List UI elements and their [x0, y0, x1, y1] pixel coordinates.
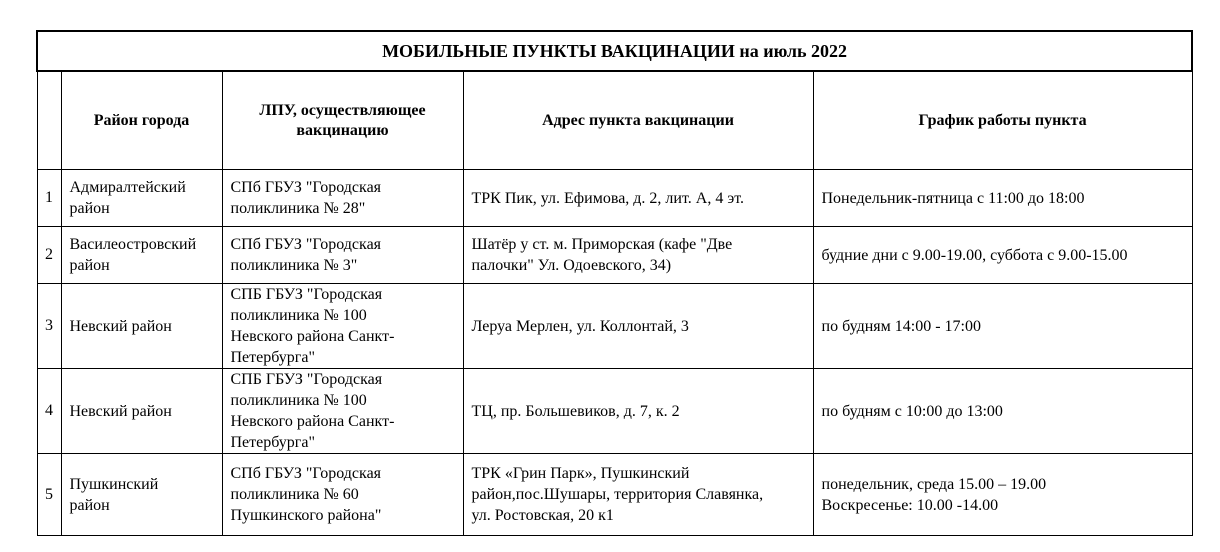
- table-row: [37, 284, 1192, 369]
- document-page: [36, 30, 1193, 536]
- row-number: 5: [37, 454, 61, 536]
- row-number: 1: [37, 170, 61, 227]
- address-cell: Шатёр у ст. м. Приморская (кафе "Две палочки" Ул. Одоевского, 34): [463, 227, 813, 284]
- row-number: 2: [37, 227, 61, 284]
- header-district: Район города: [61, 71, 222, 170]
- table-header-row: [37, 71, 1192, 170]
- address-cell: ТЦ, пр. Большевиков, д. 7, к. 2: [463, 369, 813, 454]
- lpu-cell: СПб ГБУЗ "Городская поликлиника № 28": [222, 170, 463, 227]
- vaccination-points-table: [36, 30, 1193, 536]
- district-cell: Василеостровский район: [61, 227, 222, 284]
- table-row: [37, 369, 1192, 454]
- header-address: Адрес пункта вакцинации: [463, 71, 813, 170]
- table-title: МОБИЛЬНЫЕ ПУНКТЫ ВАКЦИНАЦИИ на июль 2022: [37, 31, 1192, 71]
- table-row: [37, 454, 1192, 536]
- address-cell: Леруа Мерлен, ул. Коллонтай, 3: [463, 284, 813, 369]
- header-number: [37, 71, 61, 170]
- schedule-cell: по будням с 10:00 до 13:00: [813, 369, 1192, 454]
- address-cell: ТРК Пик, ул. Ефимова, д. 2, лит. А, 4 эт.: [463, 170, 813, 227]
- address-cell: ТРК «Грин Парк», Пушкинский район,пос.Шушары, территория Славянка, ул. Ростовская, 20 к1: [463, 454, 813, 536]
- district-cell: Невский район: [61, 369, 222, 454]
- schedule-cell: понедельник, среда 15.00 – 19.00 Воскресенье: 10.00 -14.00: [813, 454, 1192, 536]
- lpu-cell: СПб ГБУЗ "Городская поликлиника № 3": [222, 227, 463, 284]
- district-cell: Невский район: [61, 284, 222, 369]
- table-row: [37, 170, 1192, 227]
- row-number: 3: [37, 284, 61, 369]
- district-cell: Адмиралтейский район: [61, 170, 222, 227]
- table-row: [37, 227, 1192, 284]
- table-title-row: [37, 31, 1192, 71]
- row-number: 4: [37, 369, 61, 454]
- schedule-cell: по будням 14:00 - 17:00: [813, 284, 1192, 369]
- header-schedule: График работы пункта: [813, 71, 1192, 170]
- schedule-cell: будние дни с 9.00-19.00, суббота с 9.00-15.00: [813, 227, 1192, 284]
- header-lpu: ЛПУ, осуществляющее вакцинацию: [222, 71, 463, 170]
- lpu-cell: СПб ГБУЗ "Городская поликлиника № 60 Пушкинского района": [222, 454, 463, 536]
- district-cell: Пушкинский район: [61, 454, 222, 536]
- schedule-cell: Понедельник-пятница с 11:00 до 18:00: [813, 170, 1192, 227]
- lpu-cell: СПБ ГБУЗ "Городская поликлиника № 100 Невского района Санкт- Петербурга": [222, 284, 463, 369]
- lpu-cell: СПБ ГБУЗ "Городская поликлиника № 100 Невского района Санкт- Петербурга": [222, 369, 463, 454]
